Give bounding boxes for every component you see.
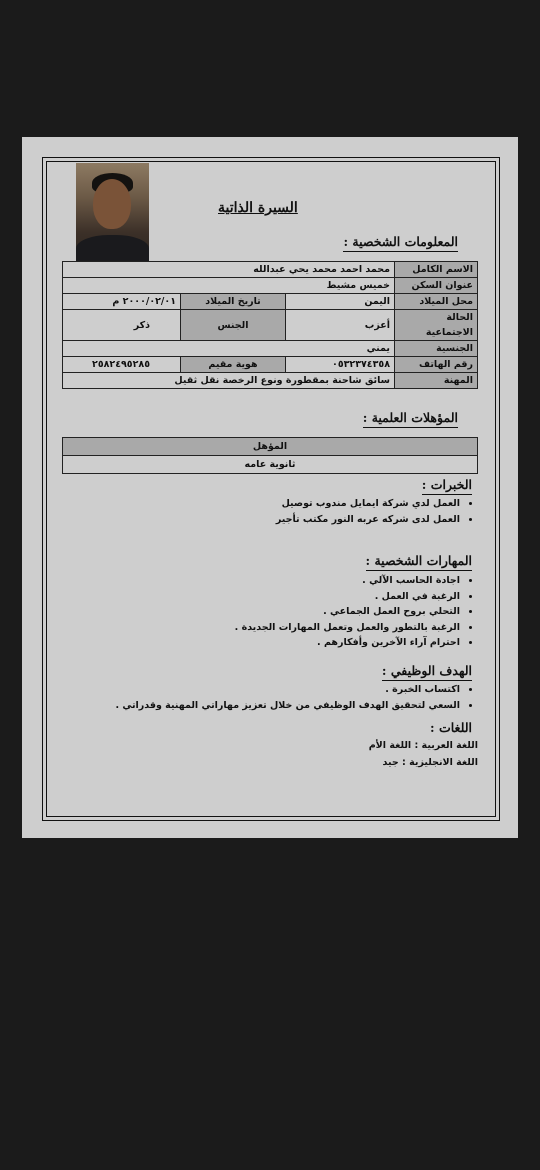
- table-row: [63, 357, 478, 373]
- gender-value: ذكر: [63, 310, 181, 341]
- skills-heading: المهارات الشخصية :: [366, 553, 473, 571]
- objective-heading: الهدف الوظيفي :: [382, 663, 472, 681]
- languages-heading: اللغات :: [430, 720, 472, 735]
- job-label: المهنة: [395, 373, 478, 389]
- id-label: هوية مقيم: [181, 357, 286, 373]
- phone-value: ٠٥٣٢٣٧٤٣٥٨: [286, 357, 395, 373]
- nationality-value: يمني: [63, 341, 395, 357]
- address-value: خميس مشيط: [63, 278, 395, 294]
- name-value: محمد احمد محمد يحي عبدالله: [63, 262, 395, 278]
- list-item: • العمل لدى شركه عربه النور مكتب تأجير: [276, 512, 460, 528]
- list-item: • الرغبة في العمل .: [235, 589, 460, 605]
- qualification-value: ثانوية عامه: [63, 456, 478, 474]
- phone-label: رقم الهاتف: [395, 357, 478, 373]
- table-row: [63, 310, 478, 341]
- list-item: • العمل لدي شركة ايمايل مندوب توصيل: [276, 496, 460, 512]
- objective-list: [115, 682, 478, 713]
- cv-document: [22, 137, 518, 838]
- personal-heading: المعلومات الشخصية :: [343, 234, 458, 252]
- table-row: [63, 438, 478, 456]
- skills-list: [235, 573, 478, 651]
- table-row: [63, 262, 478, 278]
- qualifications-heading: المؤهلات العلمية :: [363, 410, 458, 428]
- gender-label: الجنس: [181, 310, 286, 341]
- cv-title: السيرة الذاتية: [218, 200, 298, 216]
- table-row: [63, 341, 478, 357]
- list-item: • احترام آراء الآخرين وأفكارهم .: [235, 635, 460, 651]
- list-item: • اكتساب الخبرة .: [115, 682, 460, 698]
- table-row: [63, 278, 478, 294]
- id-value: ٢٥٨٢٤٩٥٢٨٥: [63, 357, 181, 373]
- table-row: [63, 294, 478, 310]
- experience-heading: الخبرات :: [422, 477, 472, 495]
- birthplace-label: محل الميلاد: [395, 294, 478, 310]
- list-item: • التحلي بروح العمل الجماعي .: [235, 604, 460, 620]
- language-english: اللغة الانجليزية : جيد: [382, 757, 478, 768]
- experience-list: [276, 496, 478, 527]
- profile-photo: [76, 163, 149, 262]
- table-row: [63, 456, 478, 474]
- table-row: [63, 373, 478, 389]
- list-item: • الرغبة بالتطور والعمل وتعمل المهارات الجديدة .: [235, 620, 460, 636]
- job-value: سائق شاحنة بمقطورة ونوع الرخصة نقل ثقيل: [63, 373, 395, 389]
- status-label: الحالة الاجتماعية: [395, 310, 478, 341]
- birthplace-value: اليمن: [286, 294, 395, 310]
- address-label: عنوان السكن: [395, 278, 478, 294]
- qualification-header: المؤهل: [63, 438, 478, 456]
- birthdate-value: ٢٠٠٠/٠٢/٠١ م: [63, 294, 181, 310]
- name-label: الاسم الكامل: [395, 262, 478, 278]
- birthdate-label: تاريخ الميلاد: [181, 294, 286, 310]
- personal-info-table: [62, 261, 478, 389]
- list-item: • السعي لتحقيق الهدف الوظيفي من خلال تعزيز مهاراتي المهنية وقدراتي .: [115, 698, 460, 714]
- status-value: أعزب: [286, 310, 395, 341]
- qualifications-table: [62, 437, 478, 474]
- language-arabic: اللغة العربية : اللغة الأم: [368, 740, 478, 751]
- list-item: • اجادة الحاسب الآلي .: [235, 573, 460, 589]
- nationality-label: الجنسية: [395, 341, 478, 357]
